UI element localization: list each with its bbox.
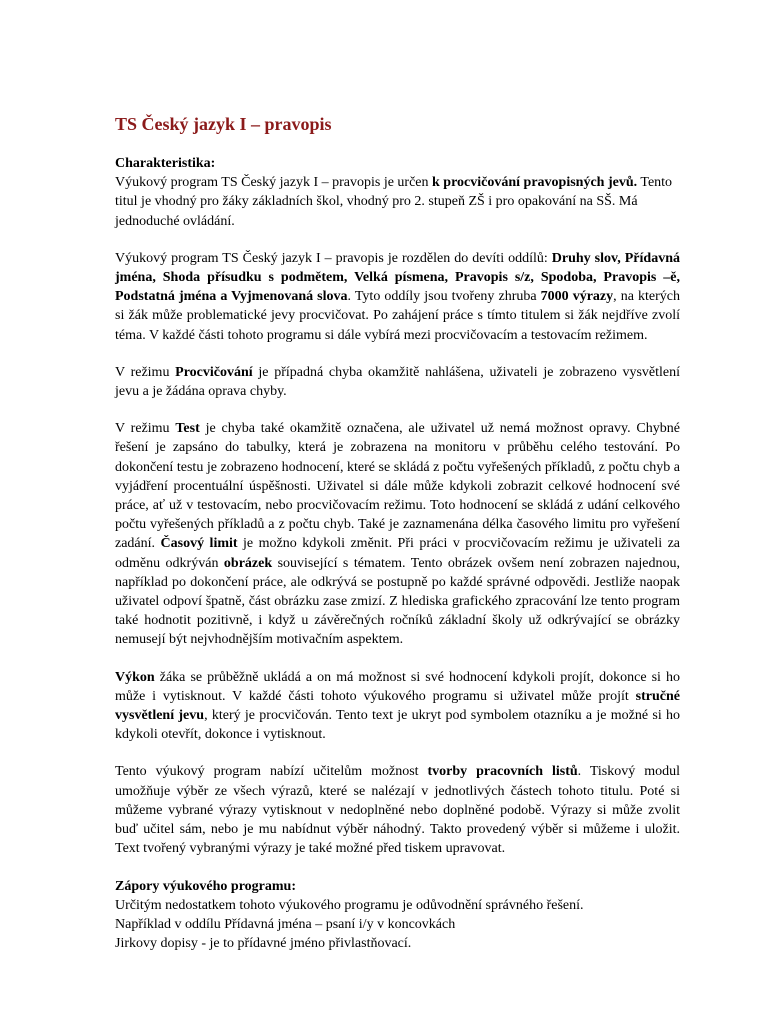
bold-span: obrázek: [223, 555, 273, 571]
text-span: Výukový program TS Český jazyk I – pravopis je určen: [115, 175, 433, 191]
text-span: Výukový program TS Český jazyk I – pravopis je rozdělen do devíti oddílů:: [115, 250, 552, 266]
bold-span: Časový limit: [160, 536, 238, 552]
drawbacks-line: Jirkovy dopisy - je to přídavné jméno přivlastňovací.: [115, 936, 412, 952]
drawbacks-heading: Zápory výukového programu:: [115, 878, 296, 894]
characteristics-paragraph: [115, 154, 680, 231]
text-span: , na kterých si žák může problematické jevy procvičovat. Po zahájení práce s tímto titulem si žák nejdříve zvolí téma. V každé části tohoto programu si dále vybírá mezi procvičovacím a testovacím režimem.: [115, 289, 680, 343]
text-span: Tento titul je vhodný pro žáky základních škol, vhodný pro 2. stupeň ZŠ i pro opakování na SŠ. Má jednoduché ovládání.: [115, 175, 673, 229]
bold-span: 7000 výrazy: [540, 289, 614, 305]
test-mode-paragraph: [115, 419, 680, 649]
document-title: TS Český jazyk I – pravopis: [115, 114, 332, 134]
bold-span: Výkon: [115, 669, 155, 685]
text-span: je případná chyba okamžitě nahlášena, uživateli je zobrazeno vysvětlení jevu a je žádána oprava chyby.: [115, 364, 680, 400]
bold-span: Procvičování: [175, 364, 253, 380]
text-span: V režimu: [115, 421, 176, 437]
bold-span: k procvičování pravopisných jevů.: [432, 175, 638, 191]
text-span: žáka se průběžně ukládá a on má možnost si své hodnocení kdykoli projít, dokonce si ho může i vytisknout. V každé části tohoto výukového programu si uživatel může projít: [115, 669, 680, 704]
drawbacks-paragraph: [115, 877, 680, 954]
text-span: je možno kdykoli změnit. Při práci v procvičovacím režimu je uživateli za odměnu odkrýván: [115, 536, 681, 571]
text-span: související s tématem. Tento obrázek ovšem není zobrazen najednou, například po dokončení práce, ale odkrývá se postupně po každé správné odpovědi. Jestliže naopak uživatel odpoví špatně, část obrázku zase zmizí. Z hlediska grafického zpracování lze tento program také hodnotit pozitivně, i když u závěrečných ročníků základní školy už odkrývající se obrázky nemusejí být nejvhodnějším motivačním aspektem.: [115, 555, 681, 648]
bold-span: stručné vysvětlení jevu: [115, 688, 680, 724]
text-span: je chyba také okamžitě označena, ale uživatel už nemá možnost opravy. Chybné řešení je zapsáno do tabulky, která je zobrazena na monitoru v průběhu celého testování. Po dokončení testu je zobrazeno hodnocení, které se skládá z počtu vyřešených příkladů, z počtu chyb a vyjádření procentuální úspěšnosti. Uživatel si dále může kdykoli zobrazit celkové hodnocení své práce, ať už v testovacím, nebo procvičovacím režimu. Toto hodnocení se skládá z udání celkového počtu vyřešených příkladů a z počtu chyb. Také je zaznamenána délka časového limitu pro vyřešení zadání.: [115, 421, 680, 552]
text-span: , který je procvičován. Tento text je ukryt pod symbolem otazníku a je možné si ho kdykoli otevřít, dokonce i vytisknout.: [115, 708, 681, 743]
text-span: Tento výukový program nabízí učitelům možnost: [115, 764, 428, 780]
bold-span: Test: [175, 421, 200, 437]
text-span: V režimu: [115, 364, 176, 380]
characteristics-heading: Charakteristika:: [115, 156, 216, 171]
text-span: . Tiskový modul umožňuje výběr ze všech výrazů, které se nalézají v jednotlivých částech tohoto titulu. Poté si můžeme vybrané výrazy vytisknout v nedoplněné nebo doplněné podobě. Výrazy si může zvolit buď učitel sám, nebo je mu nabídnut výběr náhodný. Takto provedený výběr si můžeme i uložit. Text tvořený vybranými výrazy je také možné před tiskem upravovat.: [115, 764, 680, 857]
practice-mode-paragraph: [115, 363, 680, 401]
bold-span: Druhy slov, Přídavná jména, Shoda přísudku s podmětem, Velká písmena, Pravopis s/z, Spodoba, Pravopis –ě, Podstatná jména a Vyjmenovaná slova: [115, 250, 680, 305]
drawbacks-line: Například v oddílu Přídavná jména – psaní i/y v koncovkách: [115, 916, 456, 932]
text-span: . Tyto oddíly jsou tvořeny zhruba: [347, 289, 541, 305]
bold-span: tvorby pracovních listů: [427, 764, 578, 780]
worksheets-paragraph: [115, 762, 680, 858]
drawbacks-line: Určitým nedostatkem tohoto výukového programu je odůvodnění správného řešení.: [115, 897, 584, 913]
sections-paragraph: [115, 249, 680, 345]
performance-paragraph: [115, 668, 680, 745]
